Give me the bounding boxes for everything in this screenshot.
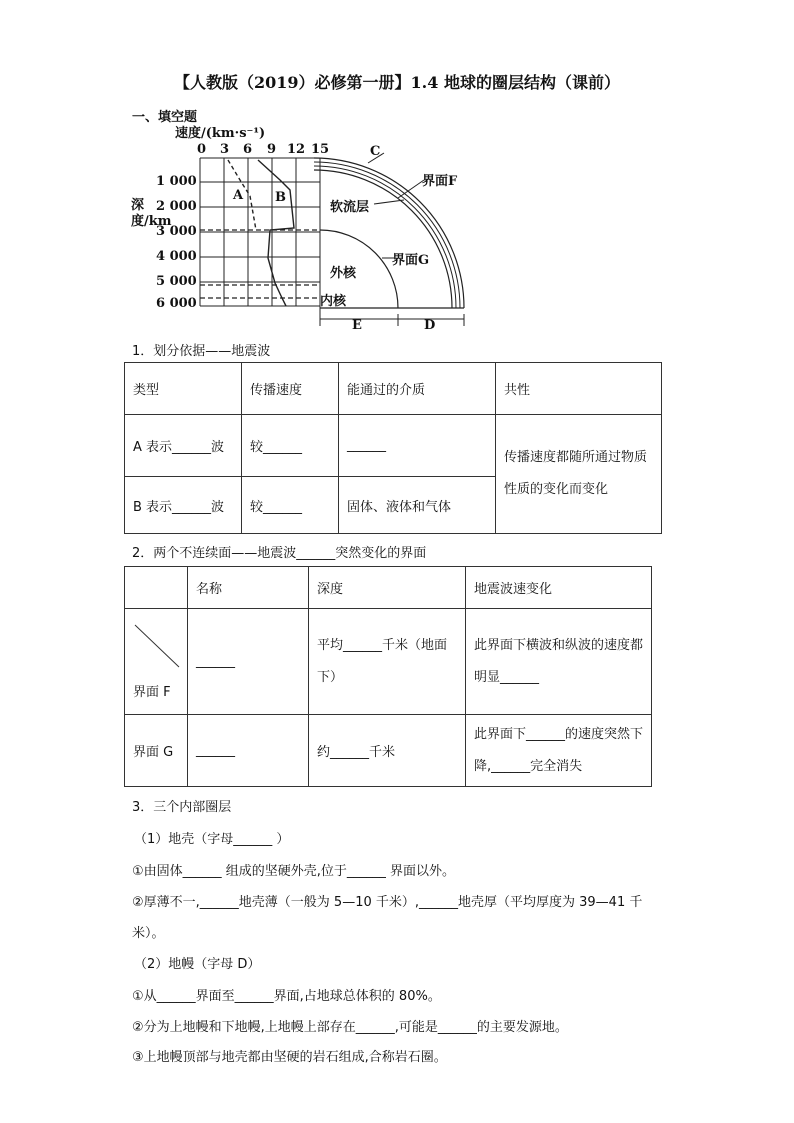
q2-heading: 2．两个不连续面——地震波______突然变化的界面: [132, 546, 427, 561]
depth-axis-label: 深度/km: [131, 198, 172, 229]
speed-tick: 12: [287, 142, 306, 157]
speed-tick: 9: [267, 142, 277, 157]
interface-f-label: 界面F: [422, 174, 458, 189]
speed-tick: 6: [243, 142, 253, 157]
layer-d-label: D: [424, 318, 436, 333]
q3-line: ③上地幔顶部与地壳都由坚硬的岩石组成,合称岩石圈。: [132, 1050, 447, 1065]
table-cell: 此界面下______的速度突然下降,______完全消失: [466, 715, 652, 787]
table-cell: 较______: [242, 415, 339, 477]
speed-tick: 15: [311, 142, 330, 157]
speed-tick: 3: [220, 142, 230, 157]
page-title: 【人教版（2019）必修第一册】1.4 地球的圈层结构（课前）: [174, 73, 620, 92]
table-cell: 约______千米: [309, 715, 466, 787]
q1-table: [124, 362, 662, 534]
speed-axis-label: 速度/(km·s⁻¹): [175, 126, 266, 141]
header-cell: 地震波速变化: [466, 567, 652, 609]
depth-tick: 3 000: [156, 224, 197, 239]
depth-tick: 2 000: [156, 199, 197, 214]
layer-c-label: C: [370, 144, 381, 159]
earth-structure-diagram: [130, 118, 470, 338]
speed-tick: 0: [197, 142, 207, 157]
table-cell: B 表示______波: [125, 477, 242, 534]
header-cell: 共性: [496, 363, 662, 415]
q3-line: ②厚薄不一,______地壳薄（一般为 5—10 千米）,______地壳厚（平均厚度为 39—41 千: [132, 895, 643, 910]
wave-b-label: B: [275, 190, 286, 205]
q3-line: ②分为上地幔和下地幔,上地幔上部存在______,可能是______的主要发源地。: [132, 1020, 568, 1035]
table-cell: 平均______千米（地面下）: [309, 609, 466, 715]
q3-heading: 3．三个内部圈层: [132, 800, 232, 815]
interface-g-label: 界面G: [392, 253, 430, 268]
diagonal-line-icon: [133, 623, 181, 669]
table-cell: 较______: [242, 477, 339, 534]
table-cell: 固体、液体和气体: [339, 477, 496, 534]
q3-line: ①由固体______ 组成的坚硬外壳,位于______ 界面以外。: [132, 864, 456, 879]
q1-heading: 1．划分依据——地震波: [132, 344, 271, 359]
q3-line: ①从______界面至______界面,占地球总体积的 80%。: [132, 989, 441, 1004]
outer-core-label: 外核: [330, 266, 357, 281]
table-cell: [125, 609, 188, 715]
table-cell: 传播速度都随所通过物质性质的变化而变化: [496, 415, 662, 534]
header-cell: 类型: [125, 363, 242, 415]
header-cell: 传播速度: [242, 363, 339, 415]
header-cell: 名称: [188, 567, 309, 609]
table-cell: ______: [188, 609, 309, 715]
section-heading: 一、填空题: [132, 110, 198, 125]
wave-a-label: A: [233, 188, 244, 203]
depth-tick: 4 000: [156, 249, 197, 264]
depth-tick: 6 000: [156, 296, 197, 311]
q2-table: [124, 566, 652, 787]
row-label: 界面 F: [133, 685, 171, 700]
table-cell: ______: [188, 715, 309, 787]
q3-line: （2）地幔（字母 D）: [134, 957, 261, 972]
q3-line: 米）。: [132, 926, 165, 941]
inner-core-label: 内核: [320, 294, 347, 309]
header-cell: [125, 567, 188, 609]
depth-tick: 1 000: [156, 174, 197, 189]
q3-line: （1）地壳（字母______ ）: [134, 832, 290, 847]
header-cell: 能通过的介质: [339, 363, 496, 415]
table-cell: 此界面下横波和纵波的速度都明显______: [466, 609, 652, 715]
header-cell: 深度: [309, 567, 466, 609]
layer-e-label: E: [352, 318, 362, 333]
table-cell: ______: [339, 415, 496, 477]
depth-tick: 5 000: [156, 274, 197, 289]
table-cell: A 表示______波: [125, 415, 242, 477]
row-label: 界面 G: [125, 715, 188, 787]
asthenosphere-label: 软流层: [330, 200, 370, 215]
diagram-graphic: [130, 118, 470, 338]
